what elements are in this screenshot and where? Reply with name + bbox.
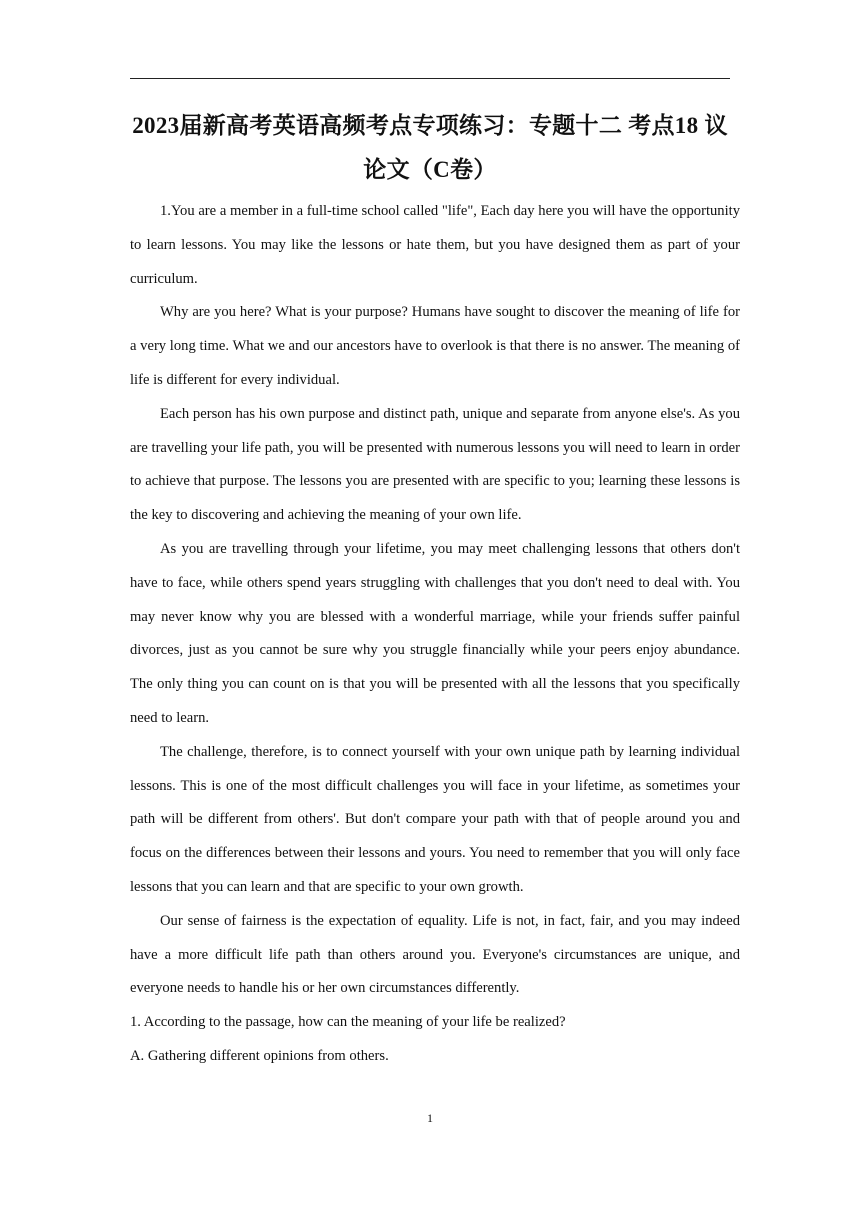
paragraph-6: Our sense of fairness is the expectation of equality. Life is not, in fact, fair, and you may indeed have a more difficult life path than others around you. Everyone's circumstances are unique, and everyone needs to handle his or her own circumstances differently.: [130, 912, 740, 997]
paragraph-5: The challenge, therefore, is to connect yourself with your own unique path by learning individual lessons. This is one of the most difficult challenges you will face in your lifetime, as sometimes your path will be different from others'. But don't compare your path with that of people around you and focus on the differences between their lessons and yours. You need to remember that you will only face lessons that you can learn and that are specific to your own growth.: [130, 743, 740, 895]
document-title: 2023届新高考英语高频考点专项练习：专题十二 考点18 议论文（C卷）: [132, 113, 728, 182]
passage-body: [130, 195, 740, 1074]
question-1: 1. According to the passage, how can the meaning of your life be realized?: [130, 1014, 566, 1031]
option-a: A. Gathering different opinions from others.: [130, 1047, 389, 1064]
paragraph-2: Why are you here? What is your purpose? Humans have sought to discover the meaning of life for a very long time. What we and our ancestors have to overlook is that there is no answer. The meaning of life is different for every individual.: [130, 304, 740, 388]
paragraph-1: 1.You are a member in a full-time school called "life", Each day here you will have the opportunity to learn lessons. You may like the lessons or hate them, but you have designed them as part of your curriculum.: [130, 203, 740, 287]
page-number: 1: [427, 1111, 433, 1125]
paragraph-4: As you are travelling through your lifetime, you may meet challenging lessons that others don't have to face, while others spend years struggling with challenges that you don't need to deal with. You may never know why you are blessed with a wonderful marriage, while your friends suffer painful divorces, just as you cannot be sure why you struggle financially while your peers enjoy abundance. The only thing you can count on is that you will be presented with all the lessons that you specifically need to learn.: [130, 540, 740, 726]
header-rule: [130, 78, 730, 79]
paragraph-3: Each person has his own purpose and distinct path, unique and separate from anyone else's. As you are travelling your life path, you will be presented with numerous lessons you will need to learn in order to achieve that purpose. The lessons you are presented with are specific to you; learning these lessons is the key to discovering and achieving the meaning of your own life.: [130, 405, 740, 524]
